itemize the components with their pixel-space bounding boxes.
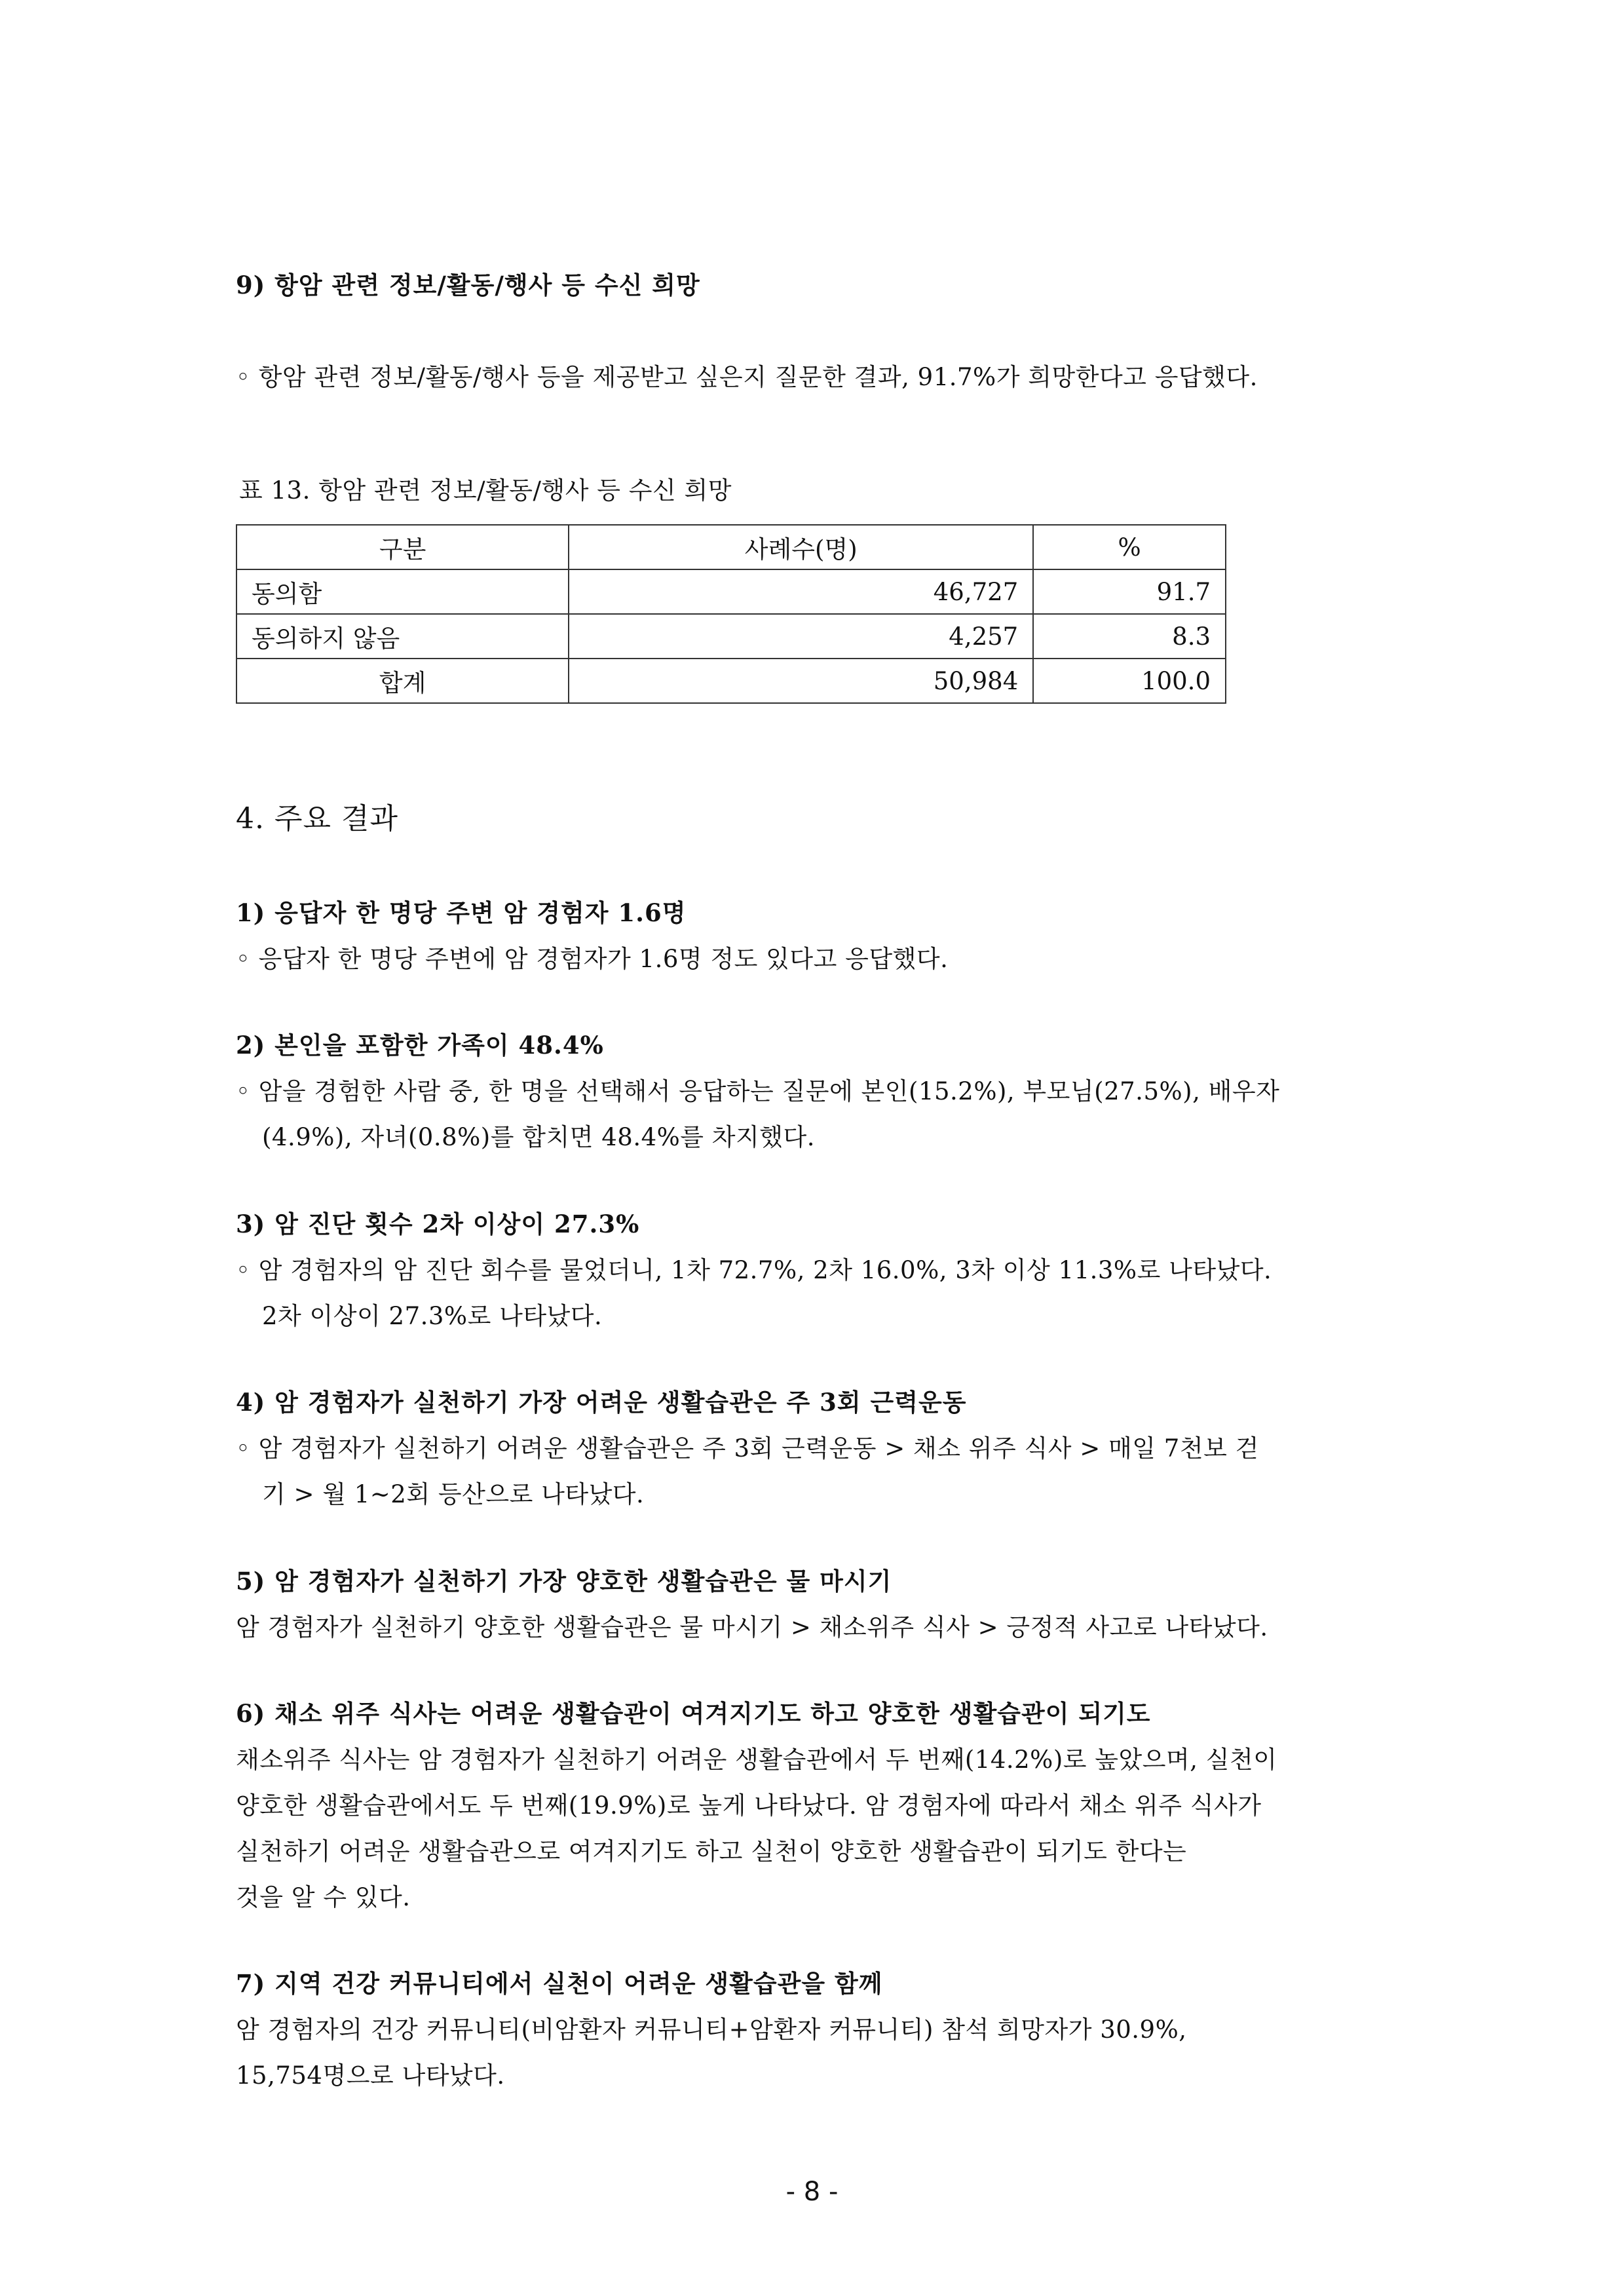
- result-6-line: 실천하기 어려운 생활습관으로 여겨지기도 하고 실천이 양호한 생활습관이 되기도 한다는: [236, 1837, 1187, 1866]
- table-cell: 합계: [236, 659, 569, 703]
- table-cell: 50,984: [569, 659, 1033, 703]
- result-3-line: ◦ 암 경험자의 암 진단 회수를 물었더니, 1차 72.7%, 2차 16.0%, 3차 이상 11.3%로 나타났다.: [236, 1256, 1272, 1284]
- section-9-heading: 9) 항암 관련 정보/활동/행사 등 수신 희망: [236, 271, 700, 299]
- result-2-line: (4.9%), 자녀(0.8%)를 합치면 48.4%를 차지했다.: [262, 1123, 816, 1151]
- table-header-cell: %: [1033, 525, 1226, 569]
- table-caption: 표 13. 항암 관련 정보/활동/행사 등 수신 희망: [239, 476, 732, 505]
- table-header-cell: 구분: [236, 525, 569, 569]
- result-7-heading: 7) 지역 건강 커뮤니티에서 실천이 어려운 생활습관을 함께: [236, 1969, 883, 1998]
- result-2-line: ◦ 암을 경험한 사람 중, 한 명을 선택해서 응답하는 질문에 본인(15.2%), 부모님(27.5%), 배우자: [236, 1077, 1280, 1105]
- data-table: [236, 524, 1226, 704]
- table-row: [236, 614, 1226, 659]
- table-row: [236, 569, 1226, 614]
- result-6-line: 채소위주 식사는 암 경험자가 실천하기 어려운 생활습관에서 두 번째(14.2%)로 높았으며, 실천이: [236, 1746, 1277, 1774]
- result-6-heading: 6) 채소 위주 식사는 어려운 생활습관이 여겨지기도 하고 양호한 생활습관이 되기도: [236, 1699, 1151, 1728]
- table-header-row: [236, 525, 1226, 569]
- result-4-line: ◦ 암 경험자가 실천하기 어려운 생활습관은 주 3회 근력운동 > 채소 위주 식사 > 매일 7천보 걷: [236, 1434, 1259, 1463]
- page-number: - 8 -: [785, 2177, 839, 2207]
- table-cell: 동의함: [236, 569, 569, 614]
- result-3-line: 2차 이상이 27.3%로 나타났다.: [262, 1302, 603, 1330]
- result-3-heading: 3) 암 진단 횟수 2차 이상이 27.3%: [236, 1210, 640, 1238]
- result-6-line: 양호한 생활습관에서도 두 번째(19.9%)로 높게 나타났다. 암 경험자에 따라서 채소 위주 식사가: [236, 1791, 1262, 1820]
- table-row: [236, 659, 1226, 703]
- result-7-line: 15,754명으로 나타났다.: [236, 2061, 505, 2090]
- result-7-line: 암 경험자의 건강 커뮤니티(비암환자 커뮤니티+암환자 커뮤니티) 참석 희망자가 30.9%,: [236, 2016, 1187, 2044]
- result-4-line: 기 > 월 1~2회 등산으로 나타났다.: [262, 1480, 645, 1508]
- table-cell: 91.7: [1033, 569, 1226, 614]
- result-2-heading: 2) 본인을 포함한 가족이 48.4%: [236, 1031, 604, 1060]
- table-cell: 8.3: [1033, 614, 1226, 659]
- table-cell: 4,257: [569, 614, 1033, 659]
- result-5-line: 암 경험자가 실천하기 양호한 생활습관은 물 마시기 > 채소위주 식사 > 긍정적 사고로 나타났다.: [236, 1613, 1268, 1641]
- table-cell: 100.0: [1033, 659, 1226, 703]
- table-cell: 동의하지 않음: [236, 614, 569, 659]
- result-6-line: 것을 알 수 있다.: [236, 1883, 411, 1911]
- result-1-line: ◦ 응답자 한 명당 주변에 암 경험자가 1.6명 정도 있다고 응답했다.: [236, 945, 949, 973]
- result-1-heading: 1) 응답자 한 명당 주변 암 경험자 1.6명: [236, 898, 687, 927]
- section-4-title: 4. 주요 결과: [236, 802, 398, 835]
- result-5-heading: 5) 암 경험자가 실천하기 가장 양호한 생활습관은 물 마시기: [236, 1567, 892, 1596]
- table-cell: 46,727: [569, 569, 1033, 614]
- section-9-bullet: ◦ 항암 관련 정보/활동/행사 등을 제공받고 싶은지 질문한 결과, 91.7%가 희망한다고 응답했다.: [236, 363, 1258, 391]
- result-4-heading: 4) 암 경험자가 실천하기 가장 어려운 생활습관은 주 3회 근력운동: [236, 1388, 967, 1417]
- table-header-cell: 사례수(명): [569, 525, 1033, 569]
